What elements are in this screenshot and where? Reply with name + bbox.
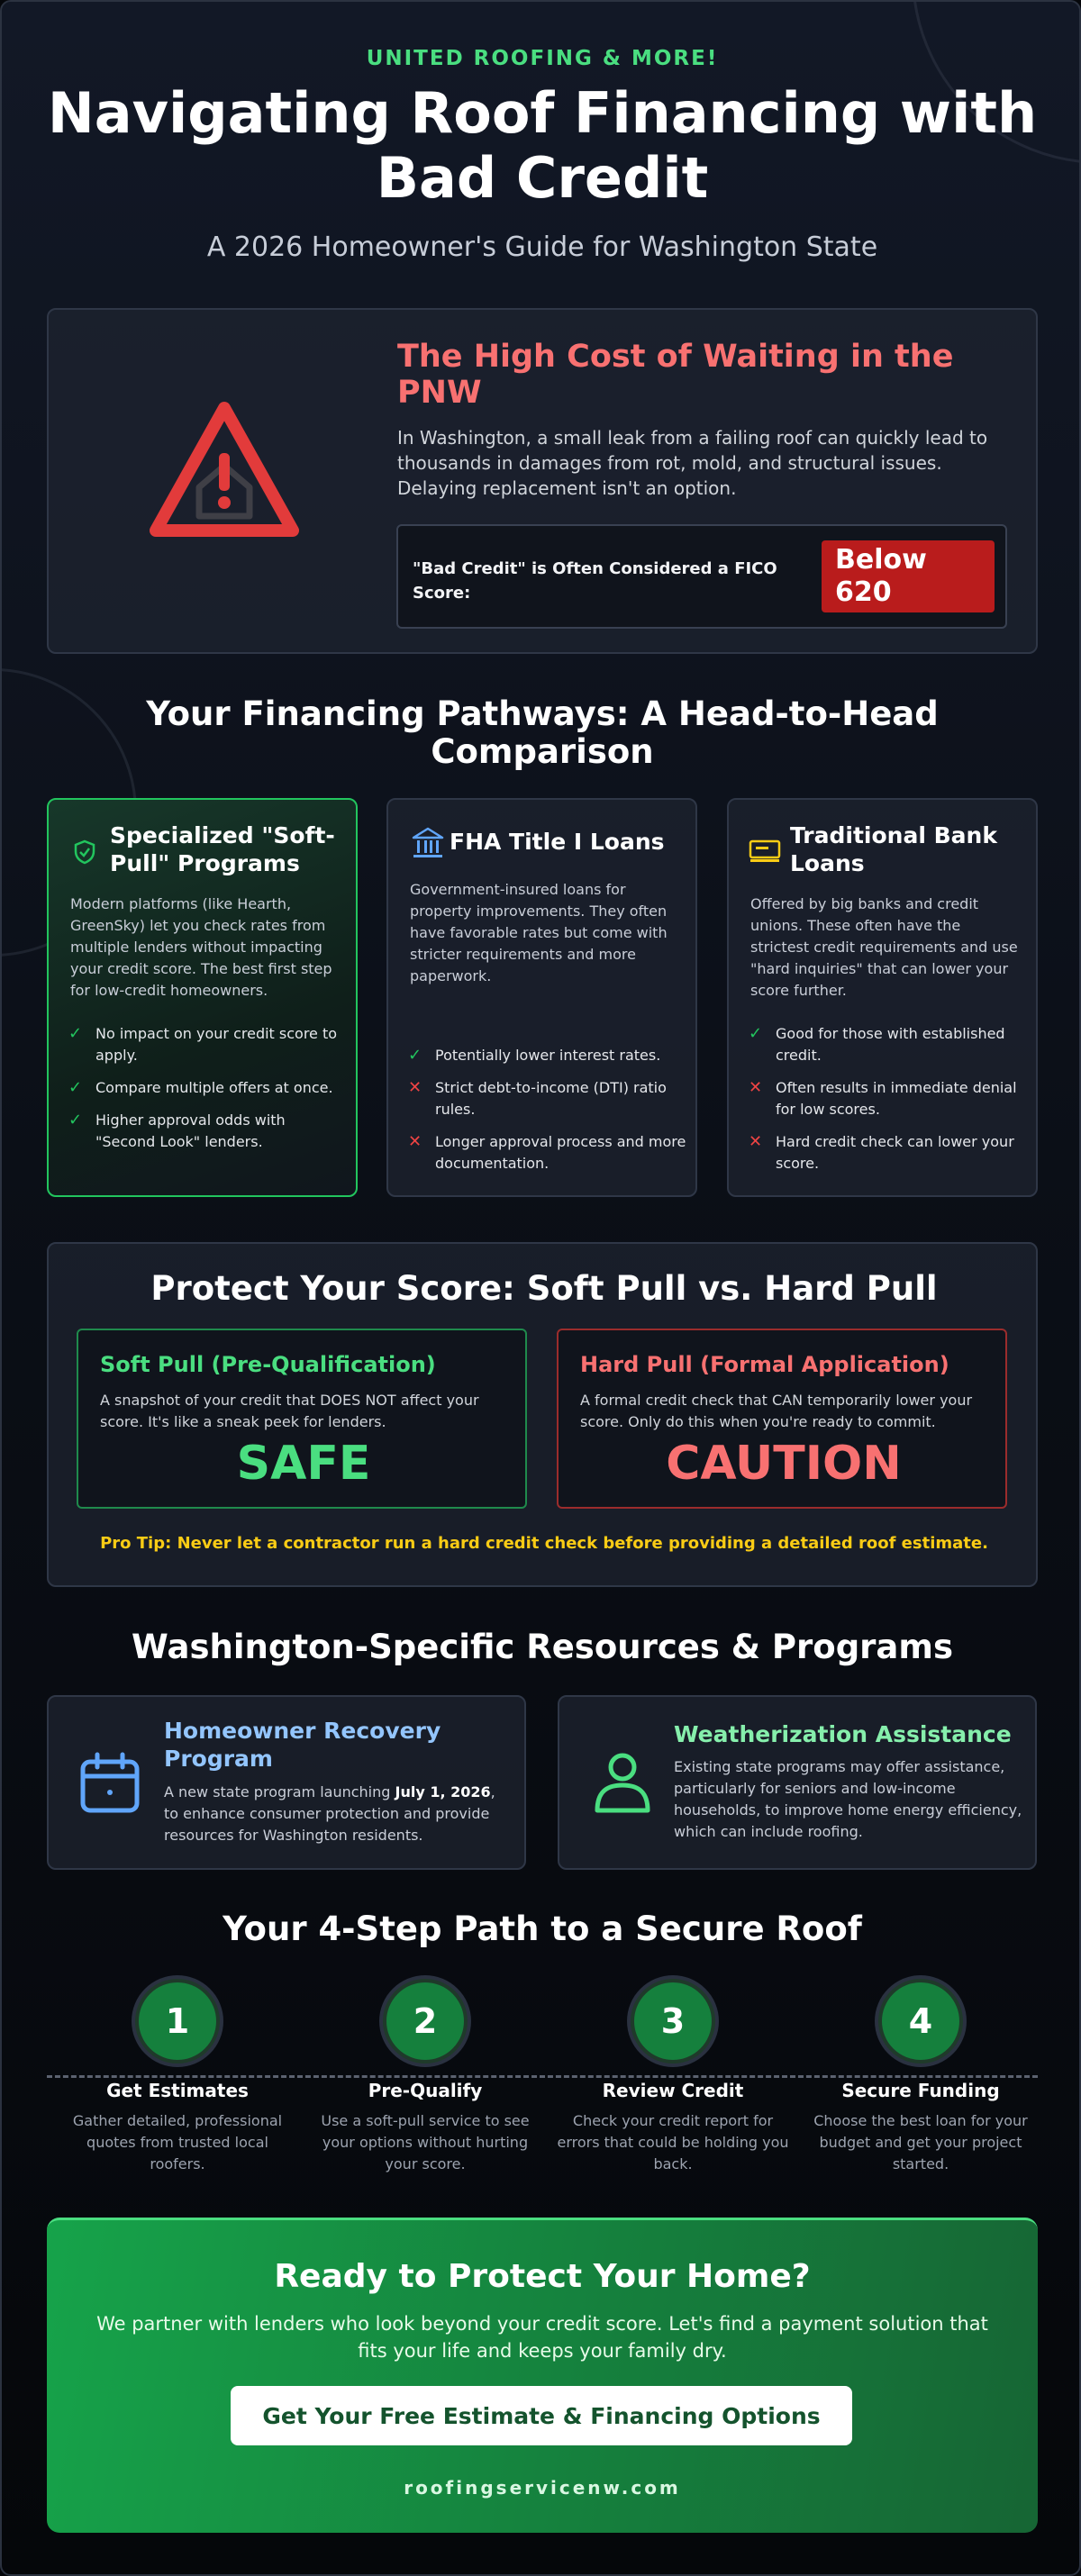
alert-title: The High Cost of Waiting in the PNW <box>397 339 954 411</box>
pro-item: ✓ Higher approval odds with "Second Look" lenders. <box>68 1111 286 1150</box>
check-icon: ✓ <box>68 1078 83 1097</box>
path-card-title: Specialized "Soft-Pull" Programs <box>110 822 335 876</box>
step-number: 4 <box>878 1979 963 2064</box>
hard-pull-title: Hard Pull (Formal Application) <box>580 1352 949 1377</box>
step-text: Choose the best loan for your budget and get your project started. <box>813 2112 1028 2172</box>
page-subtitle: A 2026 Homeowner's Guide for Washington State <box>206 231 878 263</box>
con-item: ✕ Longer approval process and more documentation. <box>408 1132 686 1172</box>
steps-title: Your 4-Step Path to a Secure Roof <box>223 1909 862 1948</box>
caution-label: CAUTION <box>666 1437 902 1491</box>
x-icon: ✕ <box>408 1078 422 1097</box>
pathways-title: Your Financing Pathways: A Head-to-Head Comparison <box>146 694 939 771</box>
brand-name: UNITED ROOFING & MORE! <box>366 47 719 70</box>
step-label: Pre-Qualify <box>368 2080 483 2101</box>
x-icon: ✕ <box>749 1132 763 1151</box>
step-text: Use a soft-pull service to see your options without hurting your score. <box>321 2112 530 2172</box>
website-link[interactable]: roofingservicenw.com <box>404 2477 681 2499</box>
pro-item: ✓ No impact on your credit score to apply. <box>68 1024 338 1064</box>
path-card-title: Traditional Bank Loans <box>790 822 997 876</box>
x-icon: ✕ <box>408 1132 422 1151</box>
score-section-title: Protect Your Score: Soft Pull vs. Hard Pull <box>150 1269 938 1308</box>
fico-score-box <box>396 524 1007 629</box>
steps-divider <box>47 2075 1038 2078</box>
money-bill-icon <box>745 830 785 870</box>
alert-text: In Washington, a small leak from a failing roof can quickly lead to thousands in damages from rot, mold, and structural issues. Delaying replacement isn't an option. <box>397 427 988 499</box>
soft-pull-title: Soft Pull (Pre-Qualification) <box>100 1352 436 1377</box>
step-number: 3 <box>631 1979 715 2064</box>
step-number: 2 <box>383 1979 468 2064</box>
fico-value-badge: Below 620 <box>822 540 995 612</box>
con-item: ✕ Often results in immediate denial for low scores. <box>749 1078 1017 1118</box>
call-to-action-card <box>47 2218 1038 2533</box>
homeowner-recovery-card <box>47 1695 526 1870</box>
calendar-icon <box>74 1747 146 1819</box>
con-item: ✕ Hard credit check can lower your score. <box>749 1132 1014 1172</box>
cta-title: Ready to Protect Your Home? <box>274 2258 811 2295</box>
cost-of-waiting-card <box>47 308 1038 654</box>
resources-title: Washington-Specific Resources & Programs <box>132 1628 953 1666</box>
soft-pull-box <box>77 1329 527 1509</box>
path-card-points <box>68 1023 348 1164</box>
bank-icon <box>408 823 448 863</box>
resource-text: A new state program launching July 1, 2026, to enhance consumer protection and provide resources for Washington residents. <box>164 1783 495 1844</box>
fha-title-i-card <box>386 798 697 1197</box>
fico-label: "Bad Credit" is Often Considered a FICO Score: <box>413 559 777 603</box>
user-icon <box>586 1747 659 1819</box>
shield-check-icon <box>65 832 104 872</box>
pro-tip: Pro Tip: Never let a contractor run a hard credit check before providing a detailed roof estimate. <box>100 1534 988 1553</box>
x-icon: ✕ <box>749 1078 763 1097</box>
path-card-description: Modern platforms (like Hearth, GreenSky) let you check rates from multiple lenders without impacting your credit score. The best first step for low-credit homeowners. <box>70 895 332 999</box>
safe-label: SAFE <box>236 1437 371 1491</box>
path-card-points <box>408 1045 687 1185</box>
step-text: Gather detailed, professional quotes from trusted local roofers. <box>72 2112 283 2172</box>
path-card-title: FHA Title I Loans <box>450 829 665 855</box>
check-icon: ✓ <box>68 1024 83 1043</box>
step-number: 1 <box>135 1979 220 2064</box>
traditional-bank-loans-card <box>727 798 1038 1197</box>
launch-date: July 1, 2026 <box>395 1783 491 1800</box>
step-label: Review Credit <box>602 2080 744 2101</box>
step-label: Get Estimates <box>106 2080 249 2101</box>
con-item: ✕ Strict debt-to-income (DTI) ratio rules. <box>408 1078 667 1118</box>
pro-item: ✓ Compare multiple offers at once. <box>68 1078 333 1097</box>
resource-title: Weatherization Assistance <box>674 1721 1012 1747</box>
soft-pull-text: A snapshot of your credit that DOES NOT affect your score. It's like a sneak peek for lenders. <box>100 1392 479 1430</box>
step-label: Secure Funding <box>841 2080 1000 2101</box>
soft-vs-hard-pull-section <box>47 1242 1038 1587</box>
check-icon: ✓ <box>749 1024 763 1043</box>
cta-text: We partner with lenders who look beyond your credit score. Let's find a payment solution that fits your life and keeps your family dry. <box>96 2313 988 2362</box>
hard-pull-text: A formal credit check that CAN temporarily lower your score. Only do this when you're ready to commit. <box>580 1392 973 1430</box>
path-card-description: Offered by big banks and credit unions. These often have the strictest credit requirements and use "hard inquiries" that can lower your score further. <box>750 895 1018 999</box>
pro-item: ✓ Potentially lower interest rates. <box>408 1046 661 1065</box>
path-card-description: Government-insured loans for property improvements. They often have favorable rates but come with stricter requirements and more paperwork. <box>410 881 668 984</box>
weatherization-assistance-card <box>558 1695 1037 1870</box>
step-text: Check your credit report for errors that could be holding you back. <box>557 2112 789 2172</box>
pro-item: ✓ Good for those with established credit. <box>749 1024 1005 1064</box>
soft-pull-programs-card <box>47 798 358 1197</box>
free-estimate-button[interactable]: Get Your Free Estimate & Financing Options <box>231 2386 852 2445</box>
check-icon: ✓ <box>68 1111 83 1129</box>
path-card-points <box>749 1023 1028 1185</box>
resource-text: Existing state programs may offer assistance, particularly for seniors and low-income households, to improve home energy efficiency, which can include roofing. <box>674 1758 1022 1840</box>
check-icon: ✓ <box>408 1046 422 1065</box>
house-warning-icon <box>143 395 305 549</box>
resource-title: Homeowner Recovery Program <box>164 1718 441 1772</box>
hard-pull-box <box>557 1329 1007 1509</box>
page-title: Navigating Roof Financing with Bad Credit <box>47 80 1038 211</box>
